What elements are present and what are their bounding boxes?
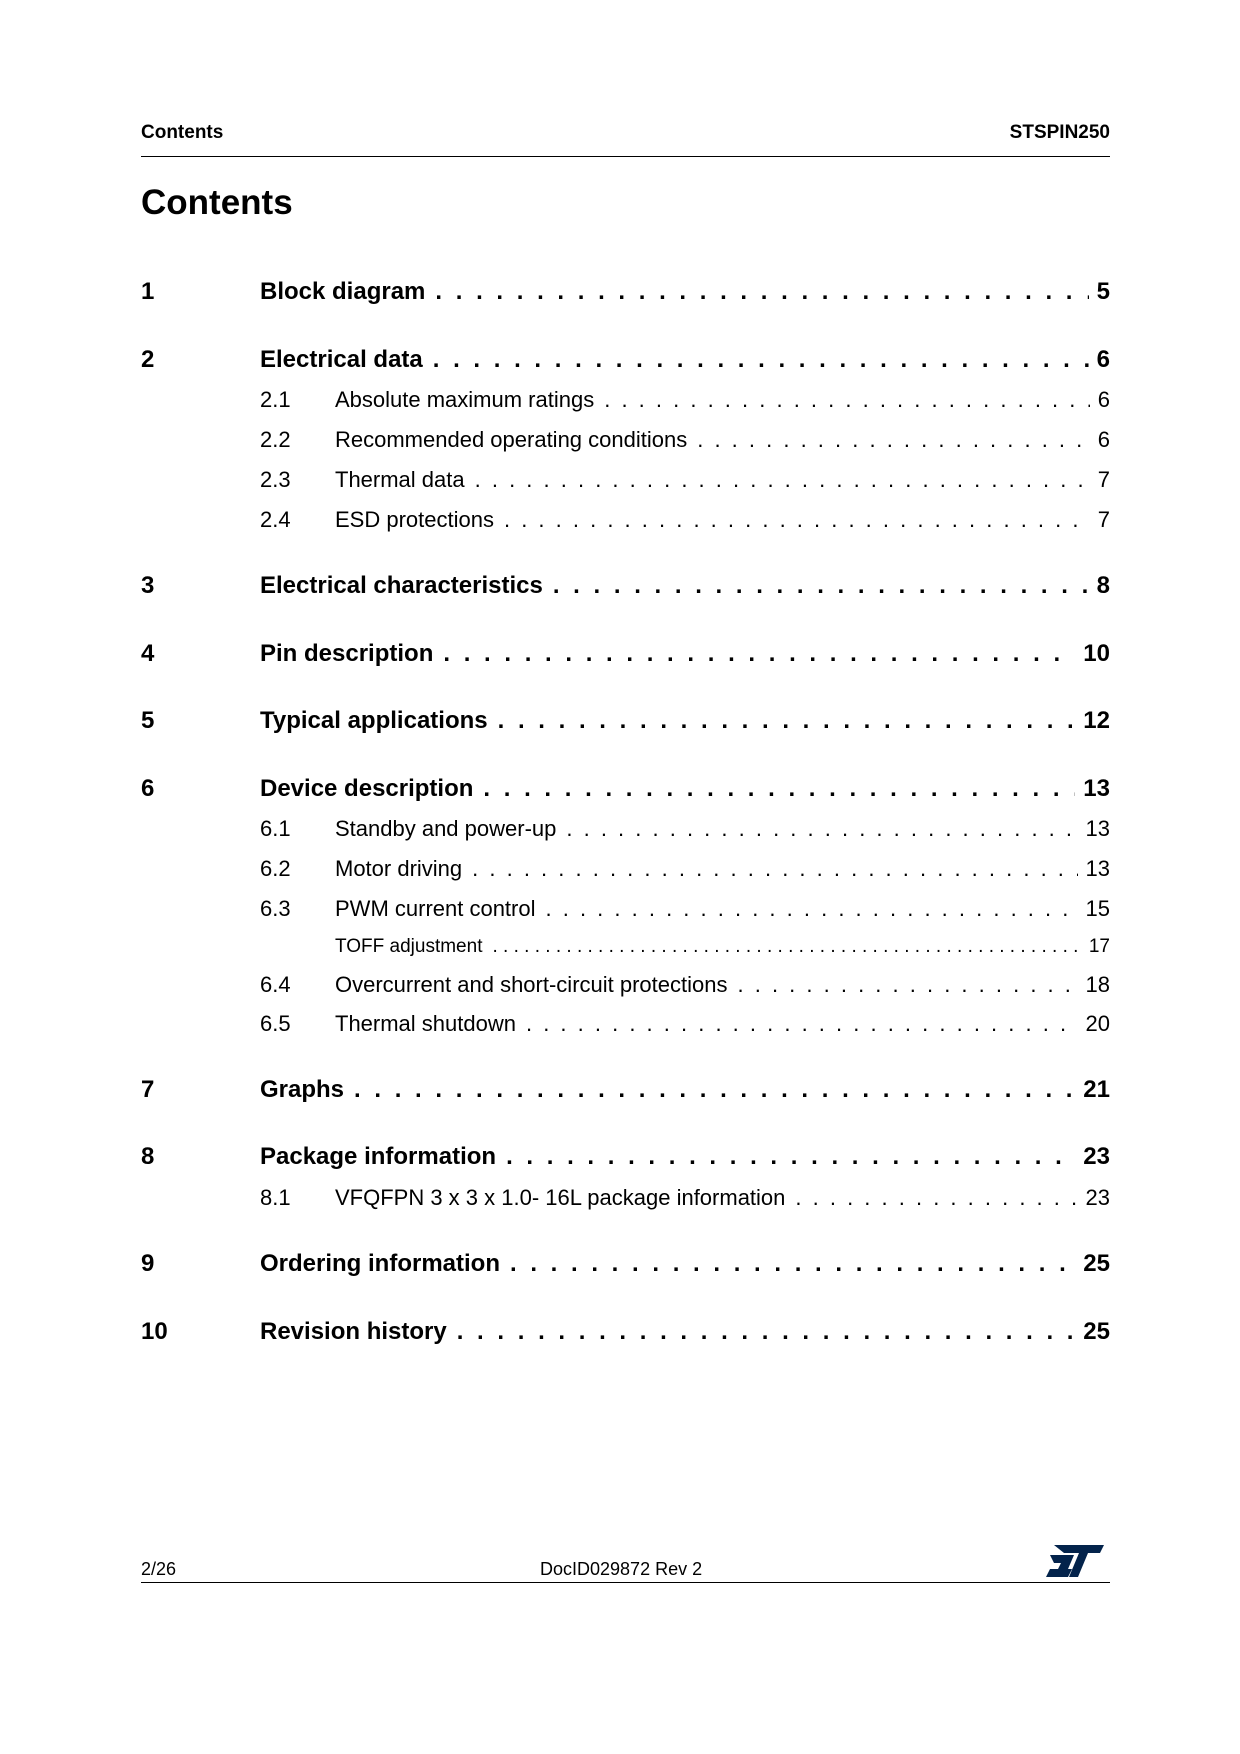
toc-entry-page[interactable]: 8 xyxy=(1096,572,1110,599)
toc-entry-number: 2.3 xyxy=(260,467,291,492)
toc-entry-number: 6.5 xyxy=(260,1011,291,1036)
toc-entry-page[interactable]: 20 xyxy=(1085,1011,1110,1036)
toc-entry-page[interactable]: 12 xyxy=(1083,707,1110,734)
toc-entry-label[interactable]: Typical applications xyxy=(260,707,488,734)
toc-entry-number: 6.3 xyxy=(260,896,291,921)
toc-leader-dots xyxy=(510,1250,1075,1278)
toc-entry-label[interactable]: Device description xyxy=(260,775,474,802)
toc-entry-page[interactable]: 25 xyxy=(1083,1250,1110,1277)
page-footer xyxy=(141,1530,1110,1583)
toc-entry-number: 8 xyxy=(141,1143,155,1170)
toc-entry-number: 10 xyxy=(141,1318,168,1345)
toc-leader-dots xyxy=(738,972,1078,998)
toc-leader-dots xyxy=(566,816,1077,842)
toc-entry-number: 6.4 xyxy=(260,972,291,997)
toc-entry-page[interactable]: 6 xyxy=(1096,346,1110,373)
toc-entry-number: 8.1 xyxy=(260,1185,291,1210)
toc-leader-dots xyxy=(457,1318,1076,1346)
toc-entry-label[interactable]: Electrical characteristics xyxy=(260,572,543,599)
toc-leader-dots xyxy=(546,896,1078,922)
toc-entry-page[interactable]: 5 xyxy=(1096,278,1110,305)
toc-entry-label[interactable]: Recommended operating conditions xyxy=(335,427,688,452)
toc-entry-page[interactable]: 23 xyxy=(1083,1143,1110,1170)
toc-entry-page[interactable]: 6 xyxy=(1097,427,1110,452)
toc-entry-page[interactable]: 15 xyxy=(1085,896,1110,921)
toc-entry-label[interactable]: Graphs xyxy=(260,1076,345,1103)
toc-leader-dots xyxy=(435,278,1088,306)
toc-leader-dots xyxy=(604,387,1090,413)
toc-entry-page[interactable]: 18 xyxy=(1085,972,1110,997)
page-header xyxy=(141,122,1110,157)
toc-entry-number: 2 xyxy=(141,346,155,373)
toc-leader-dots xyxy=(483,775,1075,803)
toc-entry-number: 6.1 xyxy=(260,816,291,841)
toc-leader-dots xyxy=(433,346,1089,374)
toc-entry-label[interactable]: Standby and power-up xyxy=(335,816,557,841)
toc-entry-label[interactable]: Ordering information xyxy=(260,1250,500,1277)
toc-entry-number: 4 xyxy=(141,640,155,667)
toc-leader-dots xyxy=(697,427,1090,453)
toc-entry-page[interactable]: 13 xyxy=(1085,856,1110,881)
toc-leader-dots xyxy=(354,1076,1075,1104)
header-section-name: Contents xyxy=(141,122,224,143)
toc-leader-dots xyxy=(472,856,1077,882)
toc-entry-label[interactable]: Motor driving xyxy=(335,856,463,881)
page-title: Contents xyxy=(141,183,293,222)
toc-entry-number: 2.1 xyxy=(260,387,291,412)
toc-entry-page[interactable]: 23 xyxy=(1085,1185,1110,1210)
toc-entry-label[interactable]: PWM current control xyxy=(335,896,536,921)
toc-entry-number: 7 xyxy=(141,1076,155,1103)
toc-entry-number: 1 xyxy=(141,278,155,305)
toc-entry-label[interactable]: Thermal shutdown xyxy=(335,1011,516,1036)
toc-entry-number: 2.4 xyxy=(260,507,291,532)
toc-entry-page[interactable]: 13 xyxy=(1083,775,1110,802)
toc-entry-page[interactable]: 17 xyxy=(1088,936,1110,957)
toc-entry-number: 9 xyxy=(141,1250,155,1277)
footer-page-number: 2/26 xyxy=(141,1559,177,1579)
toc-leader-dots xyxy=(492,936,1080,958)
toc-entry-number: 2.2 xyxy=(260,427,291,452)
toc-leader-dots xyxy=(526,1011,1078,1037)
st-logo-icon xyxy=(1044,1543,1106,1579)
toc-leader-dots xyxy=(504,507,1090,533)
toc-entry-page[interactable]: 6 xyxy=(1097,387,1110,412)
toc-entry-page[interactable]: 21 xyxy=(1083,1076,1110,1103)
toc-leader-dots xyxy=(795,1185,1077,1211)
toc-leader-dots xyxy=(498,707,1076,735)
toc-entry-page[interactable]: 7 xyxy=(1097,507,1110,532)
toc-entry-page[interactable]: 7 xyxy=(1097,467,1110,492)
toc-entry-label[interactable]: Pin description xyxy=(260,640,434,667)
toc-entry-page[interactable]: 13 xyxy=(1085,816,1110,841)
toc-entry-number: 3 xyxy=(141,572,155,599)
toc-entry-page[interactable]: 10 xyxy=(1083,640,1110,667)
toc-entry-page[interactable]: 25 xyxy=(1083,1318,1110,1345)
toc-entry-number: 6.2 xyxy=(260,856,291,881)
footer-document-id: DocID029872 Rev 2 xyxy=(540,1559,703,1579)
toc-entry-label[interactable]: Overcurrent and short-circuit protections xyxy=(335,972,728,997)
toc-entry-label[interactable]: Electrical data xyxy=(260,346,423,373)
toc-entry-label[interactable]: Thermal data xyxy=(335,467,465,492)
header-product-name: STSPIN250 xyxy=(1009,122,1110,143)
toc-leader-dots xyxy=(506,1143,1075,1171)
toc-entry-label[interactable]: Package information xyxy=(260,1143,497,1170)
toc-entry-number: 6 xyxy=(141,775,155,802)
toc-leader-dots xyxy=(475,467,1090,493)
toc-entry-label[interactable]: VFQFPN 3 x 3 x 1.0- 16L package information xyxy=(335,1185,786,1210)
toc-entry-label[interactable]: Revision history xyxy=(260,1318,447,1345)
toc-leader-dots xyxy=(553,572,1089,600)
toc-entry-label[interactable]: Absolute maximum ratings xyxy=(335,387,595,412)
toc-entry-number: 5 xyxy=(141,707,155,734)
toc-entry-label[interactable]: TOFF adjustment xyxy=(335,936,483,957)
toc-entry-label[interactable]: Block diagram xyxy=(260,278,426,305)
toc-entry-label[interactable]: ESD protections xyxy=(335,507,494,532)
toc-leader-dots xyxy=(443,640,1075,668)
